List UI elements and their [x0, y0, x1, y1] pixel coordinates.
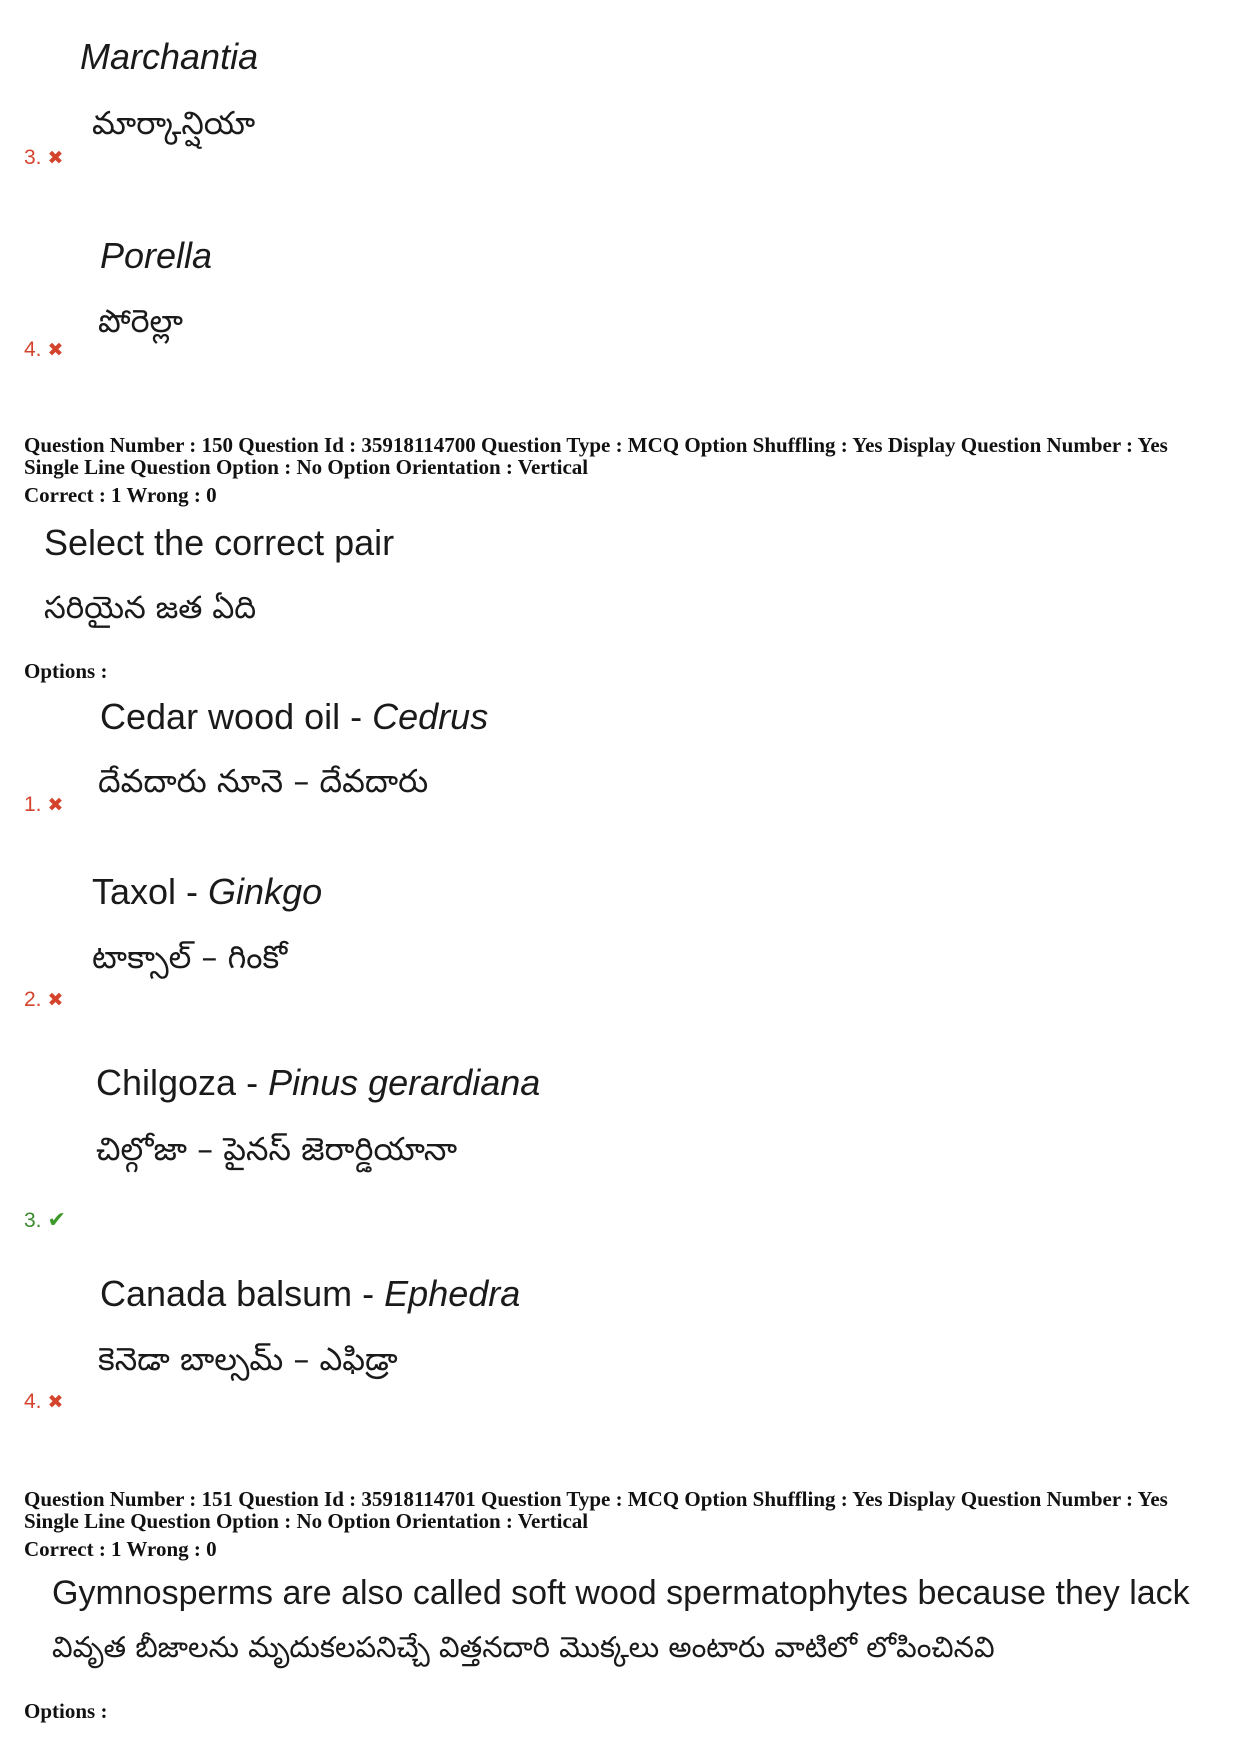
q150-option-1-telugu: దేవదారు నూనె – దేవదారు: [98, 762, 429, 800]
option-number: 1.: [24, 793, 42, 816]
question-150-options-label: Options :: [24, 659, 108, 683]
cross-icon: ✖: [47, 794, 64, 816]
prev-option-4-telugu: పోరెల్లా: [98, 302, 184, 340]
question-150-meta-line1: Question Number : 150 Question Id : 35918114700 Question Type : MCQ Option Shuffling : Yes Display Question Number : Yes: [24, 433, 1168, 457]
prev-option-3-marker: [24, 146, 63, 170]
question-151-text-english: Gymnosperms are also called soft wood spermatophytes because they lack: [52, 1574, 1190, 1612]
option-number: 4.: [24, 338, 42, 361]
question-151-text-telugu: వివృత బీజాలను మృదుకలపనిచ్చే విత్తనదారి మొక్కలు అంటారు వాటిలో లోపించినవి: [52, 1630, 995, 1664]
question-150-marks: Correct : 1 Wrong : 0: [24, 483, 217, 507]
q150-option-3-marker: [24, 1208, 66, 1233]
cross-icon: ✖: [47, 1391, 64, 1413]
q150-option-1-marker: [24, 793, 63, 817]
question-150-text-telugu: సరియైన జత ఏది: [44, 590, 257, 626]
q150-option-3-telugu: చిల్గోజా – పైనస్ జెరార్డియానా: [96, 1130, 458, 1168]
cross-icon: ✖: [47, 147, 64, 169]
cross-icon: ✖: [47, 339, 64, 361]
q150-option-3-english: Chilgoza - Pinus gerardiana: [96, 1062, 541, 1103]
prev-option-4-english: Porella: [100, 235, 213, 276]
question-151-marks: Correct : 1 Wrong : 0: [24, 1537, 217, 1561]
q150-option-2-english: Taxol - Ginkgo: [92, 871, 323, 912]
question-151-meta-line2: Single Line Question Option : No Option Orientation : Vertical: [24, 1509, 589, 1533]
q150-option-4-marker: [24, 1390, 63, 1414]
cross-icon: ✖: [47, 989, 64, 1011]
question-151-meta-line1: Question Number : 151 Question Id : 35918114701 Question Type : MCQ Option Shuffling : Yes Display Question Number : Yes: [24, 1487, 1168, 1511]
q150-option-4-telugu: కెనెడా బాల్సమ్ – ఎఫిడ్రా: [98, 1340, 398, 1378]
question-150-meta-line2: Single Line Question Option : No Option Orientation : Vertical: [24, 455, 589, 479]
q150-option-2-marker: [24, 988, 63, 1012]
q150-option-1-english: Cedar wood oil - Cedrus: [100, 696, 489, 737]
prev-option-3-telugu: మార్కాన్షియా: [92, 104, 256, 142]
prev-option-4-marker: [24, 338, 63, 362]
option-number: 2.: [24, 988, 42, 1011]
q150-option-2-telugu: టాక్సాల్ – గింకో: [92, 938, 288, 976]
option-number: 3.: [24, 1209, 42, 1232]
question-151-options-label: Options :: [24, 1699, 108, 1723]
q150-option-4-english: Canada balsum - Ephedra: [100, 1273, 521, 1314]
option-number: 4.: [24, 1390, 42, 1413]
prev-option-3-english: Marchantia: [80, 36, 259, 77]
question-150-text-english: Select the correct pair: [44, 522, 395, 563]
check-icon: ✔: [47, 1208, 66, 1233]
option-number: 3.: [24, 146, 42, 169]
